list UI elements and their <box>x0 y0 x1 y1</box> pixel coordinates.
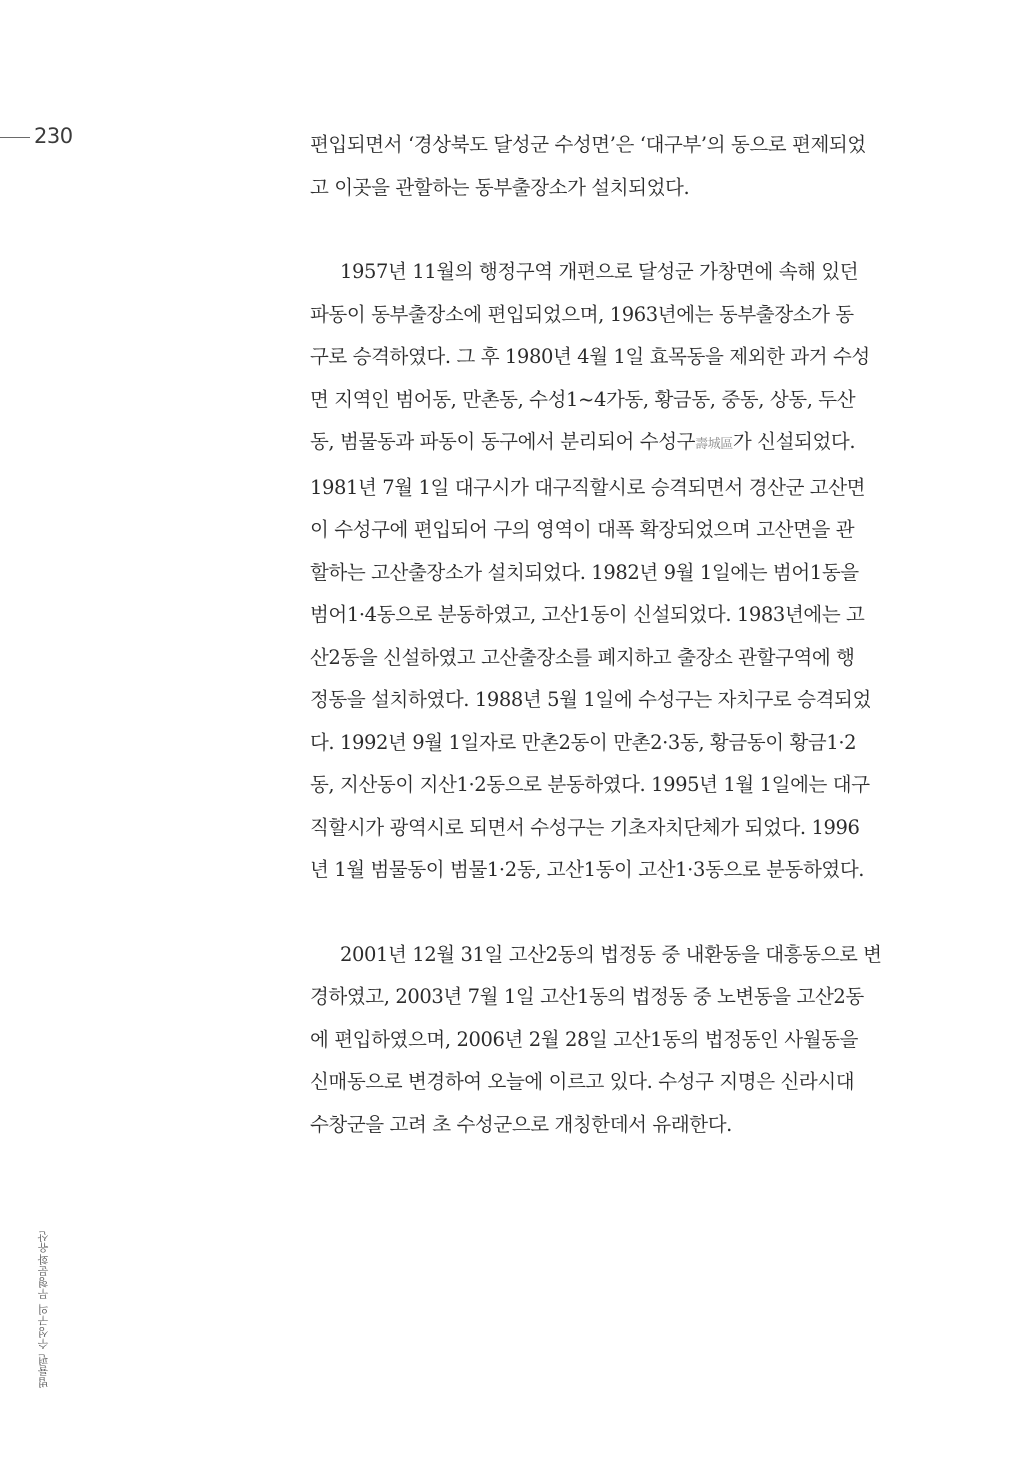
text-line: 할하는 고산출장소가 설치되었다. 1982년 9월 1일에는 범어1동을 <box>310 560 859 584</box>
text-line: 범어1·4동으로 분동하였고, 고산1동이 신설되었다. 1983년에는 고 <box>310 603 865 626</box>
paragraph-gap <box>310 892 892 934</box>
text-line: 동, 지산동이 지산1·2동으로 분동하였다. 1995년 1월 1일에는 대구 <box>310 773 870 796</box>
text-segment: 동, 범물동과 파동이 동구에서 분리되어 수성구 <box>310 430 696 453</box>
text-segment: 가 신설되었다. <box>732 430 856 453</box>
text-line: 다. 1992년 9월 1일자로 만촌2동이 만촌2·3동, 황금동이 황금1·2 <box>310 730 857 754</box>
text-line: 고 이곳을 관할하는 동부출장소가 설치되었다. <box>310 175 690 199</box>
text-line: 산2동을 신설하였고 고산출장소를 폐지하고 출장소 관할구역에 행 <box>310 645 855 669</box>
text-line: 신매동으로 변경하여 오늘에 이르고 있다. 수성구 지명은 신라시대 <box>310 1070 855 1093</box>
text-line: 에 편입하였으며, 2006년 2월 28일 고산1동의 법정동인 사월동을 <box>310 1027 859 1051</box>
paragraph-3 <box>310 934 892 1147</box>
text-line: 2001년 12월 31일 고산2동의 법정동 중 내환동을 대흥동으로 변 <box>340 942 882 966</box>
text-line: 파동이 동부출장소에 편입되었으며, 1963년에는 동부출장소가 동 <box>310 302 854 326</box>
page-number: 230 <box>34 124 73 148</box>
text-line: 수창군을 고려 초 수성군으로 개칭한데서 유래한다. <box>310 1112 732 1136</box>
side-running-title: 법률편 수성구의 무형문화유산 <box>37 1230 50 1388</box>
page-number-rule <box>0 137 30 138</box>
paragraph-gap <box>310 209 892 251</box>
text-line: 면 지역인 범어동, 만촌동, 수성1~4가동, 황금동, 중동, 상동, 두산 <box>310 387 856 411</box>
hanja-annotation: 壽城區 <box>695 437 733 452</box>
text-line: 직할시가 광역시로 되면서 수성구는 기초자치단체가 되었다. 1996 <box>310 815 860 839</box>
paragraph-1 <box>310 124 892 209</box>
text-line: 이 수성구에 편입되어 구의 영역이 대폭 확장되었으며 고산면을 관 <box>310 518 855 541</box>
text-line: 경하였고, 2003년 7월 1일 고산1동의 법정동 중 노변동을 고산2동 <box>310 985 864 1008</box>
text-line: 편입되면서 ‘경상북도 달성군 수성면’은 ‘대구부’의 동으로 편제되었 <box>310 133 866 156</box>
body-text <box>310 124 892 1146</box>
text-line: 년 1월 범물동이 범물1·2동, 고산1동이 고산1·3동으로 분동하였다. <box>310 858 865 881</box>
text-line: 1957년 11월의 행정구역 개편으로 달성군 가창면에 속해 있던 <box>340 260 859 283</box>
text-line: 1981년 7월 1일 대구시가 대구직할시로 승격되면서 경산군 고산면 <box>310 475 866 499</box>
text-line: 구로 승격하였다. 그 후 1980년 4월 1일 효목동을 제외한 과거 수성 <box>310 345 870 368</box>
text-line: 정동을 설치하였다. 1988년 5월 1일에 수성구는 자치구로 승격되었 <box>310 688 871 711</box>
paragraph-2 <box>310 251 892 892</box>
text-line-with-hanja <box>310 421 892 467</box>
